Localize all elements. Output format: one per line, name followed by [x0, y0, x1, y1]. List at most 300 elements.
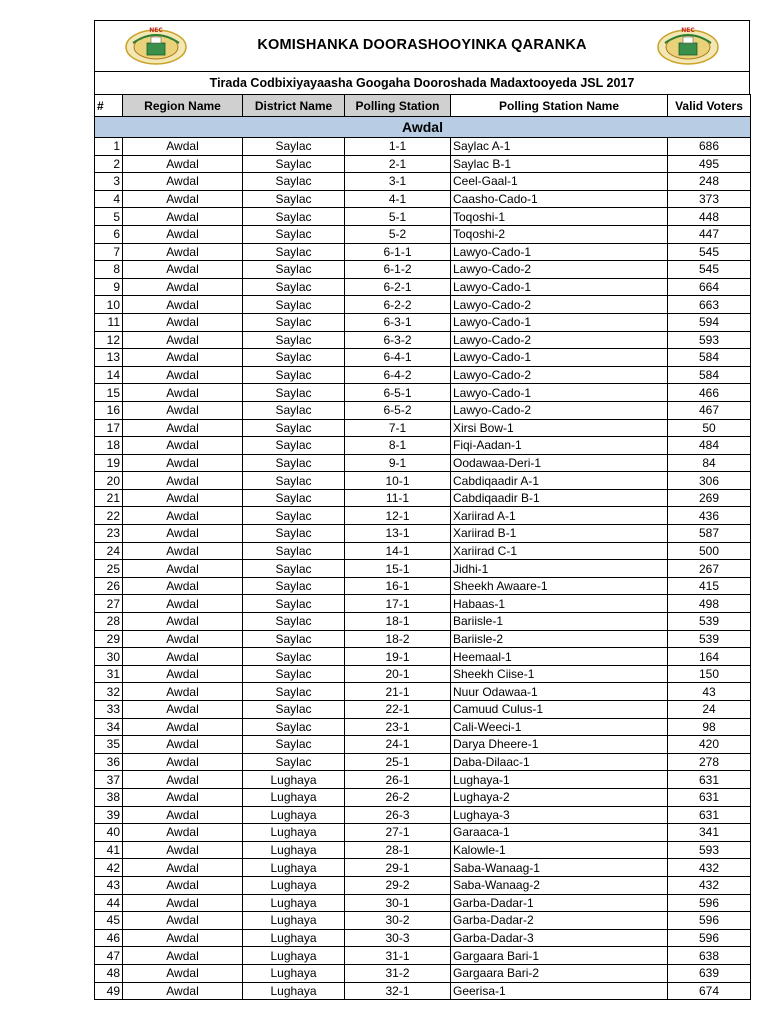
district-name: Saylac: [243, 613, 345, 631]
valid-voters: 686: [668, 138, 751, 156]
district-name: Lughaya: [243, 982, 345, 1000]
polling-station-name: Kalowle-1: [451, 841, 668, 859]
district-name: Lughaya: [243, 894, 345, 912]
document-header: [94, 20, 750, 71]
polling-station-name: Bariisle-2: [451, 630, 668, 648]
row-number: 21: [95, 489, 123, 507]
region-name: Awdal: [123, 560, 243, 578]
polling-station-code: 20-1: [345, 665, 451, 683]
table-row: [95, 313, 751, 331]
district-name: Saylac: [243, 366, 345, 384]
polling-station-name: Garaaca-1: [451, 824, 668, 842]
region-name: Awdal: [123, 595, 243, 613]
row-number: 1: [95, 138, 123, 156]
polling-station-name: Cabdiqaadir B-1: [451, 489, 668, 507]
row-number: 46: [95, 929, 123, 947]
region-name: Awdal: [123, 630, 243, 648]
valid-voters: 539: [668, 613, 751, 631]
table-row: [95, 753, 751, 771]
polling-station-name: Garba-Dadar-2: [451, 912, 668, 930]
district-name: Lughaya: [243, 859, 345, 877]
valid-voters: 164: [668, 648, 751, 666]
district-name: Lughaya: [243, 841, 345, 859]
row-number: 3: [95, 173, 123, 191]
district-name: Lughaya: [243, 912, 345, 930]
polling-station-name: Oodawaa-Deri-1: [451, 454, 668, 472]
row-number: 18: [95, 437, 123, 455]
row-number: 14: [95, 366, 123, 384]
polling-station-code: 29-2: [345, 876, 451, 894]
region-name: Awdal: [123, 489, 243, 507]
table-row: [95, 489, 751, 507]
region-name: Awdal: [123, 876, 243, 894]
table-row: [95, 806, 751, 824]
polling-station-name: Saba-Wanaag-2: [451, 876, 668, 894]
polling-station-name: Lughaya-1: [451, 771, 668, 789]
row-number: 43: [95, 876, 123, 894]
valid-voters: 98: [668, 718, 751, 736]
valid-voters: 278: [668, 753, 751, 771]
valid-voters: 639: [668, 964, 751, 982]
polling-station-name: Lawyo-Cado-2: [451, 296, 668, 314]
region-name: Awdal: [123, 665, 243, 683]
region-heading: Awdal: [95, 117, 751, 138]
row-number: 25: [95, 560, 123, 578]
table-row: [95, 225, 751, 243]
row-number: 9: [95, 278, 123, 296]
row-number: 27: [95, 595, 123, 613]
polling-station-code: 30-2: [345, 912, 451, 930]
region-name: Awdal: [123, 788, 243, 806]
table-row: [95, 261, 751, 279]
valid-voters: 674: [668, 982, 751, 1000]
district-name: Saylac: [243, 630, 345, 648]
valid-voters: 436: [668, 507, 751, 525]
valid-voters: 43: [668, 683, 751, 701]
row-number: 39: [95, 806, 123, 824]
column-header-number: #: [95, 95, 123, 117]
district-name: Saylac: [243, 595, 345, 613]
table-row: [95, 525, 751, 543]
valid-voters: 664: [668, 278, 751, 296]
district-name: Saylac: [243, 648, 345, 666]
valid-voters: 584: [668, 349, 751, 367]
valid-voters: 466: [668, 384, 751, 402]
polling-station-code: 6-2-2: [345, 296, 451, 314]
valid-voters: 500: [668, 542, 751, 560]
polling-station-code: 31-2: [345, 964, 451, 982]
district-name: Saylac: [243, 560, 345, 578]
row-number: 37: [95, 771, 123, 789]
table-row: [95, 824, 751, 842]
polling-station-name: Cali-Weeci-1: [451, 718, 668, 736]
table-row: [95, 349, 751, 367]
polling-station-code: 26-3: [345, 806, 451, 824]
table-row: [95, 560, 751, 578]
polling-station-name: Saylac B-1: [451, 155, 668, 173]
table-row: [95, 859, 751, 877]
table-row: [95, 472, 751, 490]
district-name: Saylac: [243, 437, 345, 455]
region-name: Awdal: [123, 525, 243, 543]
polling-station-name: Lawyo-Cado-2: [451, 366, 668, 384]
region-name: Awdal: [123, 173, 243, 191]
row-number: 49: [95, 982, 123, 1000]
polling-station-code: 25-1: [345, 753, 451, 771]
polling-station-code: 28-1: [345, 841, 451, 859]
polling-station-code: 8-1: [345, 437, 451, 455]
valid-voters: 432: [668, 876, 751, 894]
region-name: Awdal: [123, 331, 243, 349]
row-number: 17: [95, 419, 123, 437]
region-name: Awdal: [123, 278, 243, 296]
valid-voters: 415: [668, 577, 751, 595]
district-name: Saylac: [243, 542, 345, 560]
column-header-polling-station-name: Polling Station Name: [451, 95, 668, 117]
table-row: [95, 419, 751, 437]
column-header-region: Region Name: [123, 95, 243, 117]
polling-station-name: Gargaara Bari-1: [451, 947, 668, 965]
region-name: Awdal: [123, 437, 243, 455]
district-name: Saylac: [243, 331, 345, 349]
polling-station-name: Sheekh Ciise-1: [451, 665, 668, 683]
table-row: [95, 401, 751, 419]
region-heading-row: [95, 117, 751, 138]
table-row: [95, 595, 751, 613]
table-row: [95, 894, 751, 912]
row-number: 13: [95, 349, 123, 367]
table-row: [95, 278, 751, 296]
valid-voters: 596: [668, 929, 751, 947]
district-name: Saylac: [243, 313, 345, 331]
row-number: 33: [95, 701, 123, 719]
polling-station-name: Xariirad A-1: [451, 507, 668, 525]
table-row: [95, 929, 751, 947]
polling-station-name: Caasho-Cado-1: [451, 190, 668, 208]
polling-station-code: 30-1: [345, 894, 451, 912]
polling-station-code: 29-1: [345, 859, 451, 877]
district-name: Saylac: [243, 507, 345, 525]
valid-voters: 269: [668, 489, 751, 507]
polling-station-name: Lawyo-Cado-1: [451, 313, 668, 331]
polling-station-name: Toqoshi-2: [451, 225, 668, 243]
region-name: Awdal: [123, 753, 243, 771]
region-name: Awdal: [123, 366, 243, 384]
district-name: Saylac: [243, 683, 345, 701]
table-row: [95, 296, 751, 314]
row-number: 47: [95, 947, 123, 965]
district-name: Saylac: [243, 243, 345, 261]
row-number: 26: [95, 577, 123, 595]
district-name: Saylac: [243, 296, 345, 314]
district-name: Lughaya: [243, 771, 345, 789]
polling-station-name: Geerisa-1: [451, 982, 668, 1000]
row-number: 16: [95, 401, 123, 419]
valid-voters: 373: [668, 190, 751, 208]
row-number: 31: [95, 665, 123, 683]
polling-station-code: 12-1: [345, 507, 451, 525]
polling-station-name: Lawyo-Cado-2: [451, 261, 668, 279]
valid-voters: 448: [668, 208, 751, 226]
region-name: Awdal: [123, 806, 243, 824]
region-name: Awdal: [123, 736, 243, 754]
region-name: Awdal: [123, 349, 243, 367]
valid-voters: 50: [668, 419, 751, 437]
valid-voters: 596: [668, 894, 751, 912]
row-number: 45: [95, 912, 123, 930]
valid-voters: 638: [668, 947, 751, 965]
table-row: [95, 243, 751, 261]
polling-station-name: Lawyo-Cado-1: [451, 243, 668, 261]
valid-voters: 539: [668, 630, 751, 648]
polling-station-name: Jidhi-1: [451, 560, 668, 578]
polling-station-name: Garba-Dadar-1: [451, 894, 668, 912]
polling-station-code: 17-1: [345, 595, 451, 613]
polling-station-code: 30-3: [345, 929, 451, 947]
row-number: 36: [95, 753, 123, 771]
valid-voters: 593: [668, 331, 751, 349]
polling-station-code: 15-1: [345, 560, 451, 578]
valid-voters: 306: [668, 472, 751, 490]
table-row: [95, 366, 751, 384]
polling-station-code: 18-2: [345, 630, 451, 648]
region-name: Awdal: [123, 296, 243, 314]
valid-voters: 341: [668, 824, 751, 842]
polling-station-name: Gargaara Bari-2: [451, 964, 668, 982]
district-name: Lughaya: [243, 806, 345, 824]
region-name: Awdal: [123, 155, 243, 173]
row-number: 38: [95, 788, 123, 806]
polling-station-code: 14-1: [345, 542, 451, 560]
polling-station-name: Camuud Culus-1: [451, 701, 668, 719]
column-header-polling-station: Polling Station: [345, 95, 451, 117]
polling-station-name: Ceel-Gaal-1: [451, 173, 668, 191]
region-name: Awdal: [123, 577, 243, 595]
valid-voters: 84: [668, 454, 751, 472]
region-name: Awdal: [123, 313, 243, 331]
region-name: Awdal: [123, 613, 243, 631]
table-row: [95, 982, 751, 1000]
page-title: KOMISHANKA DOORASHOOYINKA QARANKA: [257, 37, 587, 53]
document-subtitle: Tirada Codbixiyayaasha Googaha Dooroshada Madaxtooyeda JSL 2017: [94, 71, 750, 94]
table-row: [95, 507, 751, 525]
table-row: [95, 683, 751, 701]
table-row: [95, 155, 751, 173]
polling-station-name: Sheekh Awaare-1: [451, 577, 668, 595]
polling-station-name: Heemaal-1: [451, 648, 668, 666]
region-name: Awdal: [123, 225, 243, 243]
polling-station-name: Xariirad B-1: [451, 525, 668, 543]
polling-station-code: 22-1: [345, 701, 451, 719]
polling-station-code: 23-1: [345, 718, 451, 736]
polling-station-name: Daba-Dilaac-1: [451, 753, 668, 771]
polling-station-name: Garba-Dadar-3: [451, 929, 668, 947]
table-row: [95, 736, 751, 754]
region-name: Awdal: [123, 648, 243, 666]
region-name: Awdal: [123, 894, 243, 912]
table-body: [95, 138, 751, 1000]
valid-voters: 432: [668, 859, 751, 877]
polling-station-code: 6-5-1: [345, 384, 451, 402]
valid-voters: 248: [668, 173, 751, 191]
row-number: 44: [95, 894, 123, 912]
polling-station-code: 16-1: [345, 577, 451, 595]
table-row: [95, 613, 751, 631]
polling-station-code: 5-1: [345, 208, 451, 226]
district-name: Saylac: [243, 419, 345, 437]
table-row: [95, 964, 751, 982]
table-row: [95, 718, 751, 736]
region-name: Awdal: [123, 384, 243, 402]
district-name: Saylac: [243, 278, 345, 296]
row-number: 29: [95, 630, 123, 648]
polling-station-code: 6-1-1: [345, 243, 451, 261]
district-name: Saylac: [243, 173, 345, 191]
row-number: 23: [95, 525, 123, 543]
region-name: Awdal: [123, 472, 243, 490]
table-row: [95, 876, 751, 894]
row-number: 32: [95, 683, 123, 701]
polling-station-name: Bariisle-1: [451, 613, 668, 631]
district-name: Saylac: [243, 736, 345, 754]
district-name: Lughaya: [243, 824, 345, 842]
row-number: 10: [95, 296, 123, 314]
column-header-valid-voters: Valid Voters: [668, 95, 751, 117]
polling-station-code: 3-1: [345, 173, 451, 191]
table-row: [95, 912, 751, 930]
valid-voters: 467: [668, 401, 751, 419]
district-name: Saylac: [243, 718, 345, 736]
polling-station-code: 6-4-1: [345, 349, 451, 367]
column-header-district: District Name: [243, 95, 345, 117]
valid-voters: 267: [668, 560, 751, 578]
polling-station-code: 7-1: [345, 419, 451, 437]
valid-voters: 593: [668, 841, 751, 859]
region-name: Awdal: [123, 859, 243, 877]
table-row: [95, 190, 751, 208]
table-row: [95, 577, 751, 595]
district-name: Saylac: [243, 753, 345, 771]
table-row: [95, 771, 751, 789]
polling-station-name: Cabdiqaadir A-1: [451, 472, 668, 490]
row-number: 40: [95, 824, 123, 842]
polling-stations-table: [94, 94, 751, 1000]
valid-voters: 495: [668, 155, 751, 173]
region-name: Awdal: [123, 454, 243, 472]
valid-voters: 596: [668, 912, 751, 930]
row-number: 20: [95, 472, 123, 490]
row-number: 4: [95, 190, 123, 208]
row-number: 11: [95, 313, 123, 331]
polling-station-code: 5-2: [345, 225, 451, 243]
district-name: Saylac: [243, 665, 345, 683]
svg-text:NEC: NEC: [149, 27, 163, 34]
region-name: Awdal: [123, 208, 243, 226]
row-number: 42: [95, 859, 123, 877]
polling-station-name: Darya Dheere-1: [451, 736, 668, 754]
valid-voters: 663: [668, 296, 751, 314]
valid-voters: 447: [668, 225, 751, 243]
region-name: Awdal: [123, 824, 243, 842]
svg-text:NEC: NEC: [681, 27, 695, 34]
polling-station-code: 26-2: [345, 788, 451, 806]
table-row: [95, 947, 751, 965]
valid-voters: 631: [668, 771, 751, 789]
district-name: Saylac: [243, 454, 345, 472]
polling-station-name: Lawyo-Cado-2: [451, 331, 668, 349]
row-number: 15: [95, 384, 123, 402]
row-number: 12: [95, 331, 123, 349]
polling-station-code: 21-1: [345, 683, 451, 701]
district-name: Lughaya: [243, 964, 345, 982]
valid-voters: 545: [668, 261, 751, 279]
polling-station-code: 19-1: [345, 648, 451, 666]
polling-station-name: Lawyo-Cado-1: [451, 278, 668, 296]
table-row: [95, 331, 751, 349]
district-name: Lughaya: [243, 947, 345, 965]
row-number: 8: [95, 261, 123, 279]
valid-voters: 587: [668, 525, 751, 543]
row-number: 34: [95, 718, 123, 736]
row-number: 6: [95, 225, 123, 243]
polling-station-code: 31-1: [345, 947, 451, 965]
valid-voters: 498: [668, 595, 751, 613]
row-number: 41: [95, 841, 123, 859]
polling-station-code: 1-1: [345, 138, 451, 156]
region-name: Awdal: [123, 542, 243, 560]
district-name: Saylac: [243, 701, 345, 719]
district-name: Saylac: [243, 138, 345, 156]
polling-station-name: Toqoshi-1: [451, 208, 668, 226]
polling-station-name: Habaas-1: [451, 595, 668, 613]
district-name: Lughaya: [243, 788, 345, 806]
district-name: Saylac: [243, 525, 345, 543]
region-name: Awdal: [123, 190, 243, 208]
polling-station-name: Nuur Odawaa-1: [451, 683, 668, 701]
table-header-row: [95, 95, 751, 117]
valid-voters: 420: [668, 736, 751, 754]
polling-station-code: 6-2-1: [345, 278, 451, 296]
district-name: Lughaya: [243, 929, 345, 947]
polling-station-name: Lughaya-2: [451, 788, 668, 806]
polling-station-name: Saylac A-1: [451, 138, 668, 156]
polling-station-code: 26-1: [345, 771, 451, 789]
valid-voters: 594: [668, 313, 751, 331]
polling-station-name: Lughaya-3: [451, 806, 668, 824]
table-row: [95, 384, 751, 402]
table-row: [95, 841, 751, 859]
row-number: 22: [95, 507, 123, 525]
polling-station-code: 10-1: [345, 472, 451, 490]
polling-station-code: 13-1: [345, 525, 451, 543]
polling-station-code: 2-1: [345, 155, 451, 173]
region-name: Awdal: [123, 947, 243, 965]
row-number: 35: [95, 736, 123, 754]
district-name: Saylac: [243, 489, 345, 507]
polling-station-name: Xariirad C-1: [451, 542, 668, 560]
table-row: [95, 173, 751, 191]
row-number: 28: [95, 613, 123, 631]
district-name: Saylac: [243, 225, 345, 243]
table-row: [95, 437, 751, 455]
row-number: 24: [95, 542, 123, 560]
polling-station-code: 11-1: [345, 489, 451, 507]
district-name: Saylac: [243, 472, 345, 490]
region-name: Awdal: [123, 138, 243, 156]
nec-logo: [653, 23, 723, 67]
polling-station-code: 6-4-2: [345, 366, 451, 384]
region-name: Awdal: [123, 507, 243, 525]
